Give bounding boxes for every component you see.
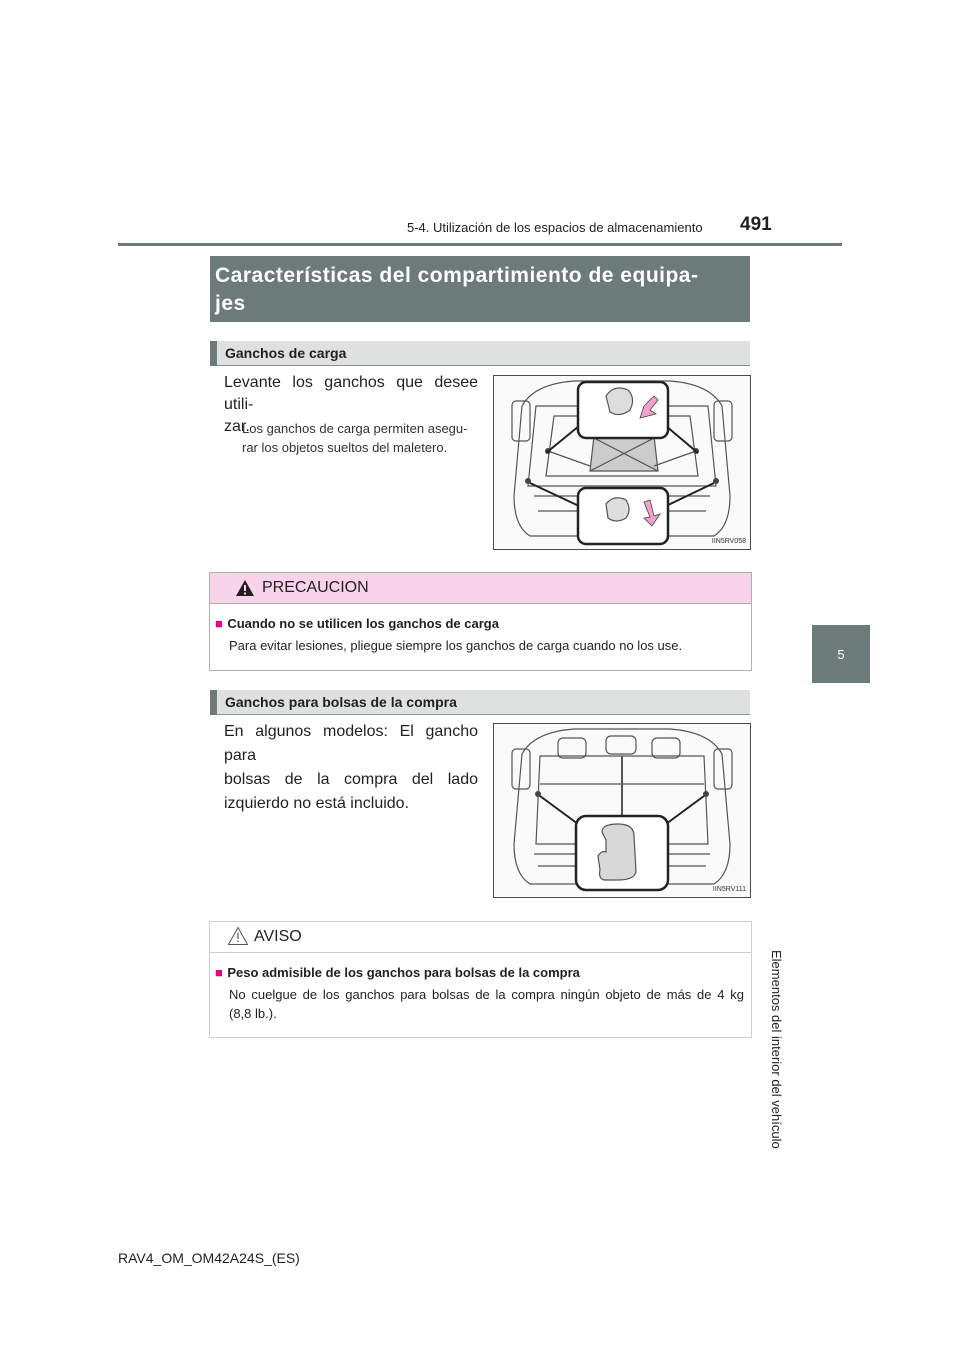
section-heading-text: Ganchos para bolsas de la compra [225,694,457,710]
notice-body-line: No cuelgue de los ganchos para bolsas de la compra ningún objeto de más de 4 kg [229,987,744,1002]
caution-item-body: Para evitar lesiones, pliegue siempre los ganchos de carga cuando no los use. [229,638,683,653]
section-heading-cargo-hooks [210,341,750,366]
body-line: zar. [224,418,250,435]
notice-icon [227,926,249,946]
page-title-line: Características del compartimiento de equipa- [215,264,699,287]
body-line: izquierdo no está incluido. [224,795,410,812]
caution-title: PRECAUCION [262,579,369,596]
page-number: 491 [740,214,772,235]
header-rule [118,243,842,246]
section-body [224,720,478,816]
notice-item-title: Peso admisible de los ganchos para bolsas de la compra [227,965,580,980]
notice-box [209,921,752,1038]
image-code: IIN5RV058 [711,538,746,545]
chapter-number: 5 [837,646,845,662]
caution-item [215,615,499,633]
body-line: En algunos modelos: El gancho para [224,723,478,764]
notice-title: AVISO [254,928,302,945]
bullet-square-icon: ■ [215,616,223,631]
caution-box [209,572,752,671]
notice-body-line: (8,8 lb.). [229,1006,277,1021]
section-note [242,419,478,457]
caution-item-title: Cuando no se utilicen los ganchos de carga [227,616,499,631]
chapter-tab [812,625,870,683]
warning-icon [235,579,255,597]
heading-marker [210,690,217,715]
body-line: Levante los ganchos que desee utili- [224,374,478,413]
note-line: rar los objetos sueltos del maletero. [242,440,448,455]
shopping-bag-hook-icon [598,824,636,880]
notice-item-body [229,985,744,1023]
note-line: Los ganchos de carga permiten asegu- [242,421,468,436]
heading-marker [210,341,217,366]
section-heading-shopping-bag-hooks [210,690,750,715]
image-code: IIN5RV111 [712,886,746,893]
page-title [215,262,749,318]
car-trunk-seats-drawing [494,724,750,897]
chapter-label: Elementos del interior del vehículo [769,950,784,1149]
running-header: 5-4. Utilización de los espacios de almacenamiento [407,220,703,235]
shopping-bag-hooks-illustration [493,723,751,898]
page-title-line: jes [215,292,246,315]
bullet-square-icon: ■ [215,965,223,980]
cargo-hooks-illustration [493,375,751,550]
caution-header [210,573,751,604]
notice-item [215,964,580,982]
section-heading-text: Ganchos de carga [225,345,347,361]
body-line: bolsas de la compra del lado [224,771,478,788]
notice-header [210,922,751,953]
car-trunk-drawing [494,376,750,549]
document-code: RAV4_OM_OM42A24S_(ES) [118,1250,300,1266]
